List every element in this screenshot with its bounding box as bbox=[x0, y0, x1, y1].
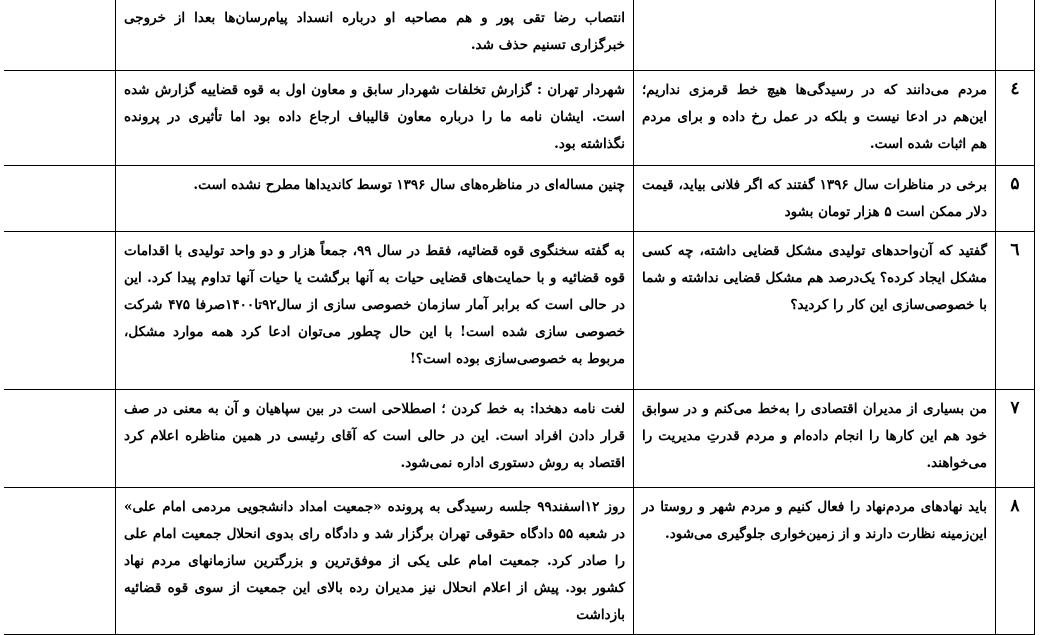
row-number: ٦ bbox=[996, 232, 1035, 390]
row-number: ۸ bbox=[996, 488, 1035, 635]
fact-check-cell: لغت نامه دهخدا: به خط کردن ؛ اصطلاحی است در بین سپاهیان و آن به معنی در صف قرار دادن افراد است. این در حالی است که آقای رئیسی در همین مناظره اعلام کرد اقتصاد به روش دستوری اداره نمی‌شود. bbox=[116, 390, 634, 488]
empty-cell bbox=[4, 71, 116, 166]
table-row bbox=[4, 0, 1035, 71]
row-number: ٤ bbox=[996, 71, 1035, 166]
table-row bbox=[4, 390, 1035, 488]
empty-cell bbox=[4, 488, 116, 635]
claim-cell: گفتید که آن‌واحدهای تولیدی مشکل قضایی داشته، چه کسی مشکل ایجاد کرده؟ یک‌درصد هم مشکل قضایی نداشته و شما با خصوصی‌سازی این کار را کردید؟ bbox=[634, 232, 996, 390]
row-number: ۷ bbox=[996, 390, 1035, 488]
fact-check-cell: شهردار تهران : گزارش تخلفات شهردار سابق و معاون اول به قوه قضاییه گزارش شده است. ایشان نامه ما را درباره معاون قالیباف ارجاع داده بود اما تأثیری در پرونده نگذاشته بود. bbox=[116, 71, 634, 166]
table-row bbox=[4, 166, 1035, 232]
empty-cell bbox=[4, 390, 116, 488]
empty-cell bbox=[4, 166, 116, 232]
fact-check-table bbox=[4, 0, 1035, 635]
table-row bbox=[4, 488, 1035, 635]
row-number bbox=[996, 0, 1035, 71]
claim-cell: مردم می‌دانند که در رسیدگی‌ها هیچ خط قرمزی نداریم؛ این‌هم در ادعا نیست و بلکه در عمل رخ داده و برای مردم هم اثبات شده است. bbox=[634, 71, 996, 166]
claim-cell bbox=[634, 0, 996, 71]
row-number: ۵ bbox=[996, 166, 1035, 232]
table-row bbox=[4, 71, 1035, 166]
empty-cell bbox=[4, 232, 116, 390]
table-row bbox=[4, 232, 1035, 390]
fact-check-cell: چنین مساله‌ای در مناظره‌های سال ۱۳۹۶ توسط کاندیداها مطرح نشده است. bbox=[116, 166, 634, 232]
empty-cell bbox=[4, 0, 116, 71]
fact-check-cell: به گفته سخنگوی قوه قضائیه، فقط در سال ۹۹، جمعاً هزار و دو واحد تولیدی با اقدامات قوه قضائیه و با حمایت‌های قضایی حیات به آنها برگشت یا حیات آنها تداوم پیدا کرد. این در حالی است که برابر آمار سازمان خصوصی سازی از سال۹۲تا۱۴۰۰صرفا ۴۷۵ شرکت خصوصی سازی شده است! با این حال چطور می‌توان ادعا کرد همه موارد مشکل، مربوط به خصوصی‌سازی بوده است؟! bbox=[116, 232, 634, 390]
claim-cell: برخی در مناظرات سال ۱۳۹۶ گفتند که اگر فلانی بیاید، قیمت دلار ممکن است ۵ هزار تومان بشود bbox=[634, 166, 996, 232]
fact-check-cell: انتصاب رضا تقی پور و هم مصاحبه او درباره انسداد پیام‌رسان‌ها بعدا از خروجی خبرگزاری تسنیم حذف شد. bbox=[116, 0, 634, 71]
claim-cell: باید نهادهای مردم‌نهاد را فعال کنیم و مردم شهر و روستا در این‌زمینه نظارت دارند و از زمین‌خواری جلوگیری می‌شود. bbox=[634, 488, 996, 635]
claim-cell: من بسیاری از مدیران اقتصادی را به‌خط می‌کنم و در سوابق خود هم این کارها را انجام داده‌ام و مردم قدرتِ مدیریت را می‌خواهند. bbox=[634, 390, 996, 488]
fact-check-cell: روز ۱۲اسفند۹۹ جلسه رسیدگی به پرونده «جمعیت امداد دانشجویی مردمی امام علی» در شعبه ۵۵ دادگاه حقوقی تهران برگزار شد و دادگاه رای بدوی انحلال جمعیت امام علی را صادر کرد. جمعیت امام علی یکی از موفق‌ترین و بزرگترین سازمانهای مردم نهاد کشور بود. پیش از اعلام انحلال نیز مدیران رده بالای این جمعیت از سوی قوه قضائیه بازداشت bbox=[116, 488, 634, 635]
